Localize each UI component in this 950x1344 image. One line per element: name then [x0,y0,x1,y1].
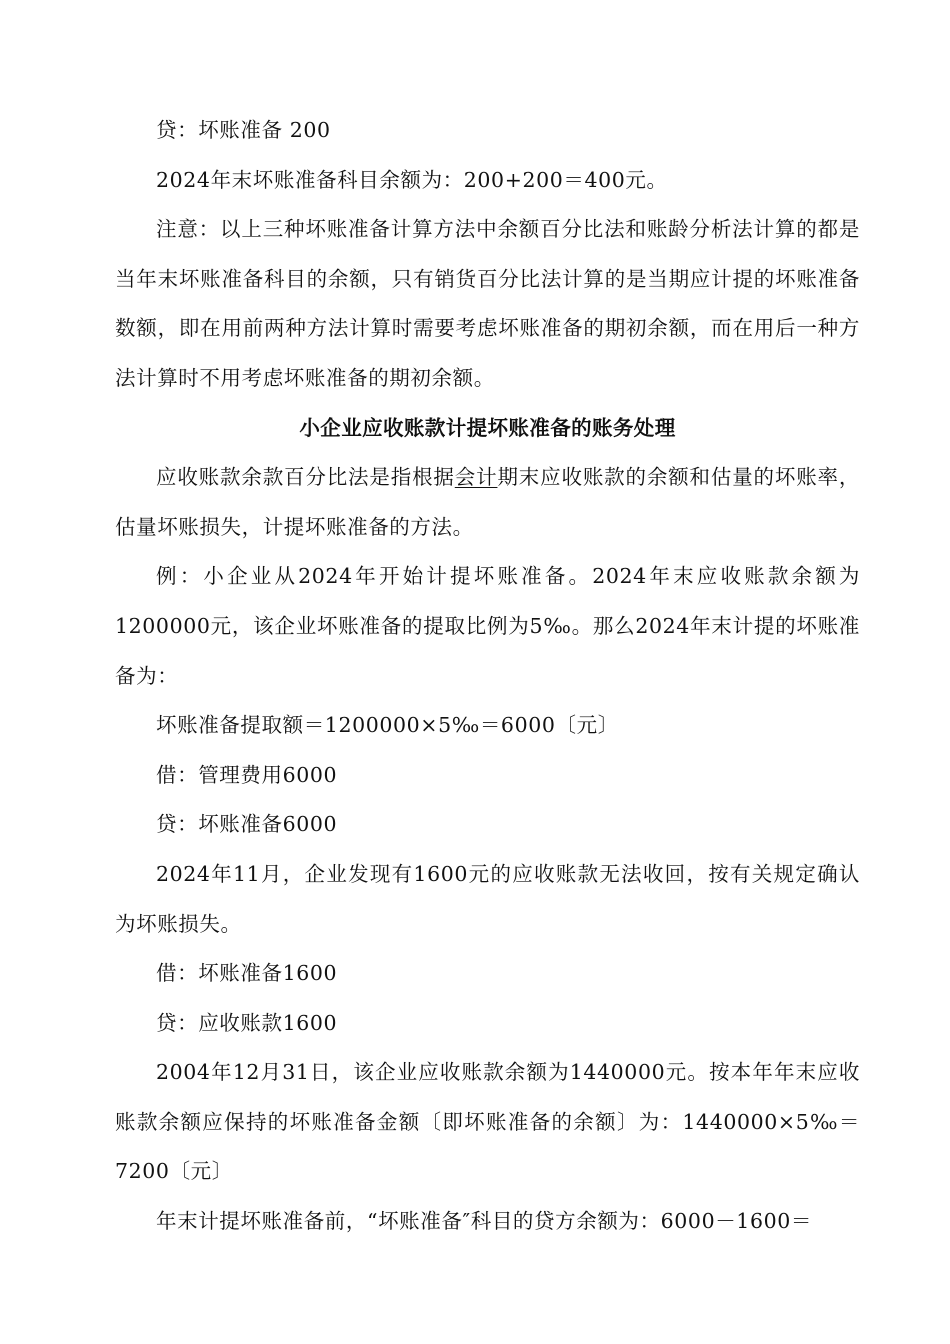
document-page [115,106,860,1247]
section-heading: 小企业应收账款计提坏账准备的账务处理 [299,415,676,440]
paragraph-example: 例：小企业从2024年开始计提坏账准备。2024年末应收账款余额为1200000元，该企业坏账准备的提取比例为5‰。那么2024年末计提的坏账准备为： [115,564,860,688]
paragraph-debit-provision: 借：坏账准备1600 [156,961,338,986]
accounting-link[interactable]: 会计 [454,465,498,490]
paragraph-note: 注意：以上三种坏账准备计算方法中余额百分比法和账龄分析法计算的都是当年末坏账准备科目的余额，只有销货百分比法计算的是当期应计提的坏账准备数额，即在用前两种方法计算时需要考虑坏账准备的期初余额，而在用后一种方法计算时不用考虑坏账准备的期初余额。 [115,217,860,390]
paragraph-year-end-receivable: 2004年12月31日，该企业应收账款余额为1440000元。按本年年末应收账款余额应保持的坏账准备金额〔即坏账准备的余额〕为：1440000×5‰＝7200〔元〕 [115,1060,860,1184]
paragraph-year-end-balance: 2024年末坏账准备科目余额为：200+200＝400元。 [156,167,668,192]
paragraph-credit-receivable: 贷：应收账款1600 [156,1010,338,1035]
method-text-start: 应收账款余款百分比法是指根据 [156,465,455,490]
method-text-end: 期末应收账款的余额和估量的坏账率，估量坏账损失，计提坏账准备的方法。 [115,465,860,539]
paragraph-credit-entry: 贷：坏账准备 200 [156,118,331,142]
paragraph-credit-provision: 贷：坏账准备6000 [156,812,338,837]
paragraph-debit-admin: 借：管理费用6000 [156,762,338,787]
paragraph-pre-provision-balance: 年末计提坏账准备前，“坏账准备″科目的贷方余额为：6000－1600＝ [156,1209,812,1234]
paragraph-method-definition [115,453,860,552]
paragraph-provision-formula: 坏账准备提取额＝1200000×5‰＝6000〔元〕 [156,713,619,738]
paragraph-bad-debt-found: 2024年11月，企业发现有1600元的应收账款无法收回，按有关规定确认为坏账损失。 [115,861,860,936]
